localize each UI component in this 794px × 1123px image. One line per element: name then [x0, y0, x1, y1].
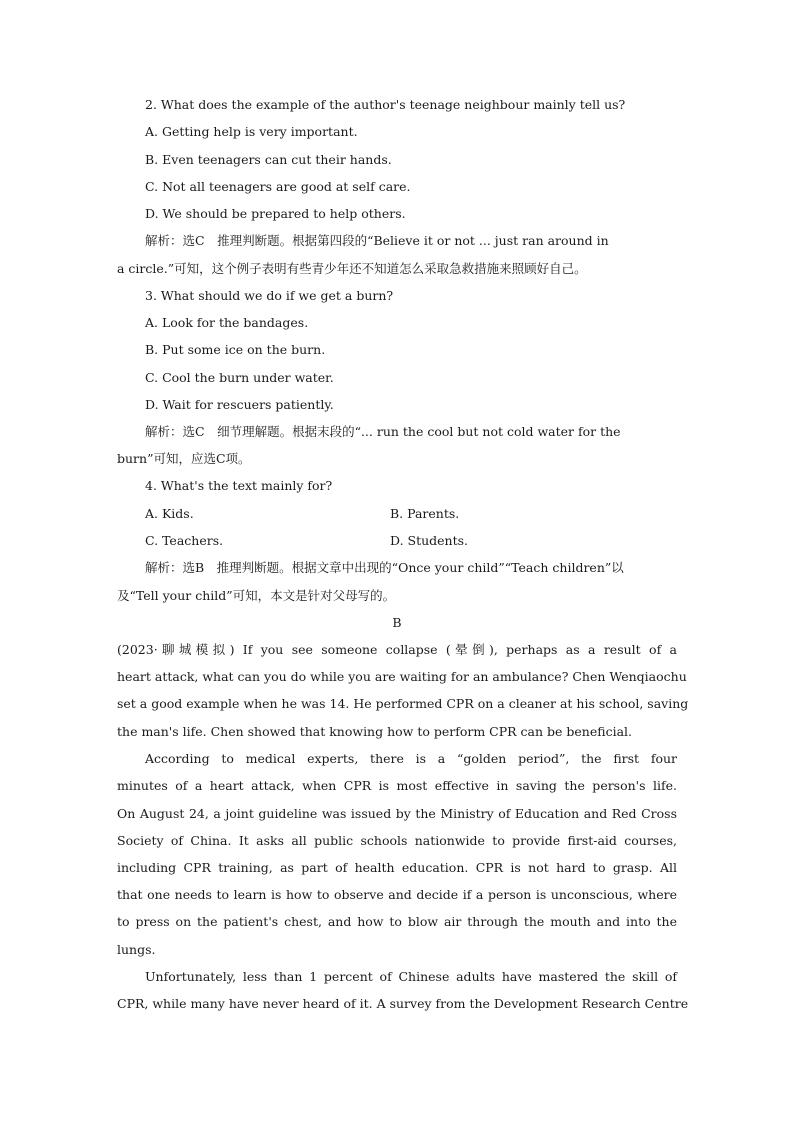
passage-line: lungs.: [117, 942, 156, 957]
passage-line: Society of China. It asks all public schools nationwide to provide first-aid courses,: [117, 833, 677, 848]
q4-analysis-line-2: 及“Tell your child”可知，本文是针对父母写的。: [117, 588, 396, 603]
q2-option-d: D. We should be prepared to help others.: [145, 206, 406, 221]
q3-analysis-line-2: burn”可知，应选C项。: [117, 451, 251, 466]
q3-option-a: A. Look for the bandages.: [145, 315, 309, 330]
passage-line: including CPR training, as part of health education. CPR is not hard to grasp. All: [117, 860, 677, 875]
passage-line: According to medical experts, there is a “golden period”, the first four: [145, 751, 677, 766]
q4-option-d: D. Students.: [390, 533, 469, 548]
section-b-label: B: [392, 615, 402, 630]
q3-analysis-line-1: 解析：选C 细节理解题。根据末段的“... run the cool but not cold water for the: [145, 424, 621, 439]
q3-option-c: C. Cool the burn under water.: [145, 370, 334, 385]
passage-line: heart attack, what can you do while you are waiting for an ambulance? Chen Wenqiaochu: [117, 669, 687, 684]
q2-analysis-line-2: a circle.”可知，这个例子表明有些青少年还不知道怎么采取急救措施来照顾好自己。: [117, 261, 587, 276]
question-3: 3. What should we do if we get a burn?: [145, 288, 394, 303]
passage-line: On August 24, a joint guideline was issued by the Ministry of Education and Red Cross: [117, 806, 677, 821]
q2-option-c: C. Not all teenagers are good at self care.: [145, 179, 411, 194]
q2-analysis-line-1: 解析：选C 推理判断题。根据第四段的“Believe it or not ... just ran around in: [145, 233, 609, 248]
passage-line: CPR, while many have never heard of it. A survey from the Development Research Centre: [117, 996, 689, 1011]
passage-line: the man's life. Chen showed that knowing how to perform CPR can be beneficial.: [117, 724, 633, 739]
q4-option-a: A. Kids.: [145, 506, 194, 521]
q4-option-c: C. Teachers.: [145, 533, 224, 548]
q4-analysis-line-1: 解析：选B 推理判断题。根据文章中出现的“Once your child”“Teach children”以: [145, 560, 624, 575]
question-4: 4. What's the text mainly for?: [145, 478, 333, 493]
passage-line: to press on the patient's chest, and how to blow air through the mouth and into the: [117, 914, 677, 929]
q2-option-a: A. Getting help is very important.: [145, 124, 358, 139]
q3-option-b: B. Put some ice on the burn.: [145, 342, 326, 357]
q3-option-d: D. Wait for rescuers patiently.: [145, 397, 334, 412]
passage-line: (2023·聊城模拟) If you see someone collapse (晕倒), perhaps as a result of a: [117, 642, 677, 657]
passage-line: set a good example when he was 14. He performed CPR on a cleaner at his school, saving: [117, 696, 689, 711]
q2-option-b: B. Even teenagers can cut their hands.: [145, 152, 392, 167]
question-2: 2. What does the example of the author's teenage neighbour mainly tell us?: [145, 97, 626, 112]
q4-option-b: B. Parents.: [390, 506, 460, 521]
passage-line: minutes of a heart attack, when CPR is most effective in saving the person's life.: [117, 778, 677, 793]
passage-line: that one needs to learn is how to observe and decide if a person is unconscious, where: [117, 887, 677, 902]
passage-line: Unfortunately, less than 1 percent of Chinese adults have mastered the skill of: [145, 969, 677, 984]
